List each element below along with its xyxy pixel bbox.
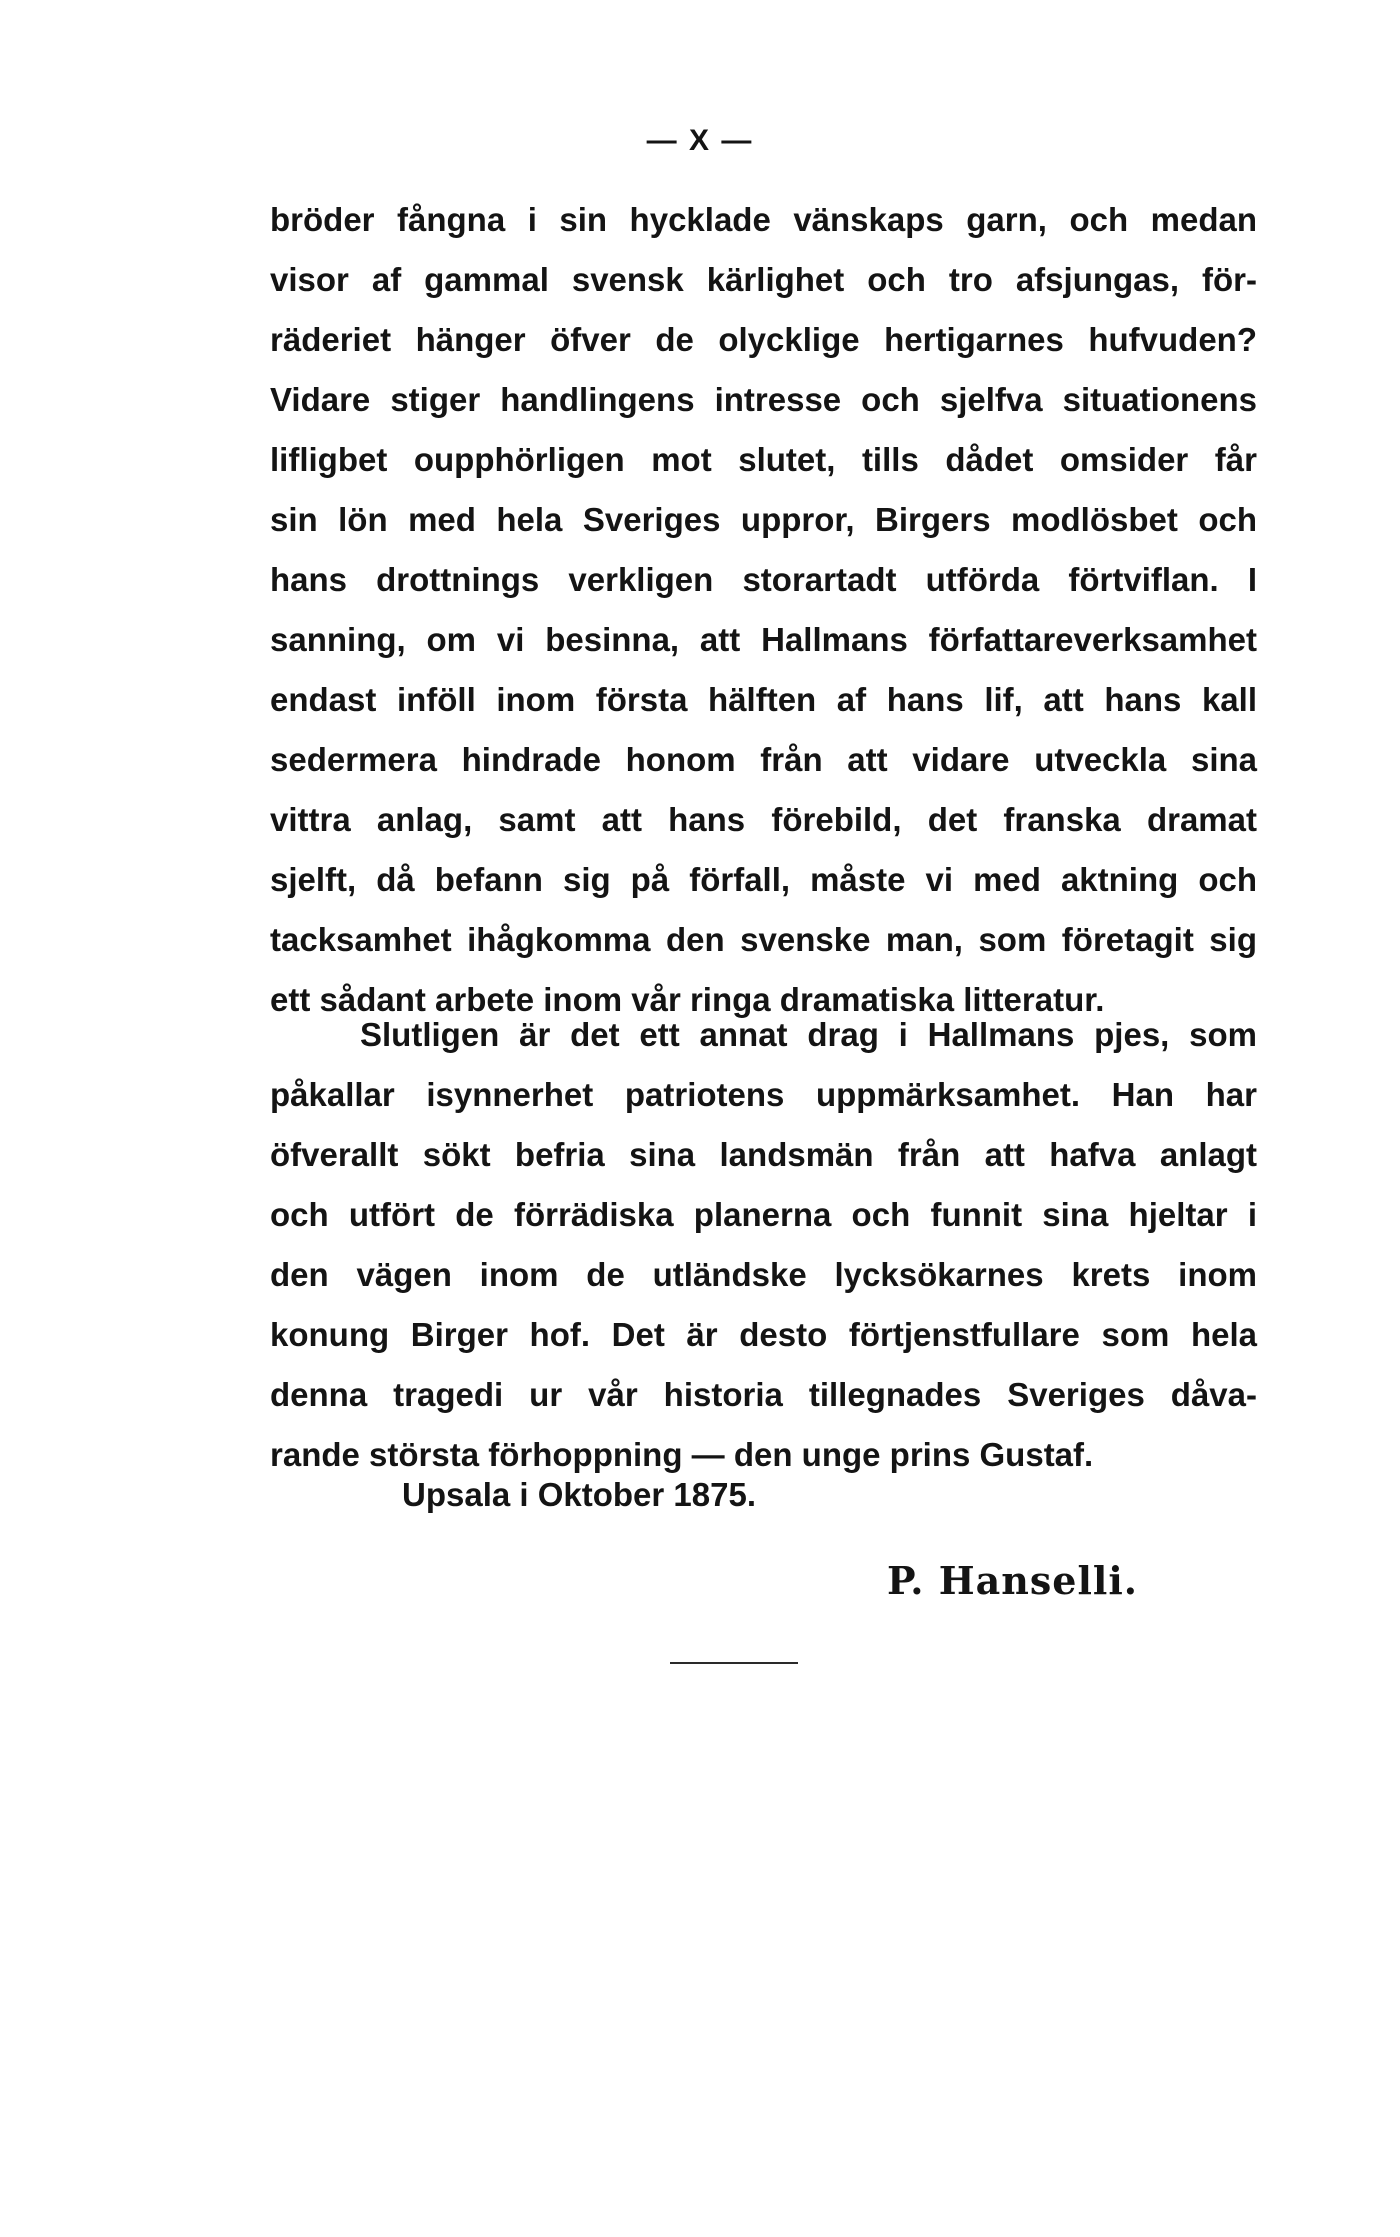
text-line: lifligbet oupphörligen mot slutet, tills dådet omsider får [270, 441, 1257, 478]
text-line: ett sådant arbete inom vår ringa dramatiska litteratur. [270, 981, 1105, 1018]
end-rule-divider [670, 1662, 798, 1664]
text-line: Vidare stiger handlingens intresse och sjelfva situationens [270, 381, 1257, 418]
text-line: öfverallt sökt befria sina landsmän från att hafva anlagt [270, 1136, 1257, 1173]
text-line: endast inföll inom första hälften af hans lif, att hans kall [270, 681, 1257, 718]
text-line: Slutligen är det ett annat drag i Hallmans pjes, som [360, 1016, 1257, 1053]
text-line: räderiet hänger öfver de olycklige hertigarnes hufvuden? [270, 321, 1257, 358]
author-signature: P. Hanselli. [887, 1558, 1139, 1603]
paragraph-1 [270, 190, 1257, 1030]
place-date-line: Upsala i Oktober 1875. [402, 1476, 756, 1513]
paragraph-2 [270, 1005, 1257, 1485]
text-line: denna tragedi ur vår historia tillegnades Sveriges dåva- [270, 1376, 1257, 1413]
text-line: sjelft, då befann sig på förfall, måste vi med aktning och [270, 861, 1257, 898]
text-line: vittra anlag, samt att hans förebild, det franska dramat [270, 801, 1257, 838]
text-line: den vägen inom de utländske lycksökarnes krets inom [270, 1256, 1257, 1293]
text-line: bröder fångna i sin hycklade vänskaps garn, och medan [270, 201, 1257, 238]
text-line: sanning, om vi besinna, att Hallmans författareverksamhet [270, 621, 1257, 658]
text-line: sedermera hindrade honom från att vidare utveckla sina [270, 741, 1257, 778]
text-line: visor af gammal svensk kärlighet och tro afsjungas, för- [270, 261, 1257, 298]
text-line: rande största förhoppning — den unge prins Gustaf. [270, 1436, 1094, 1473]
page-number-header: — X — [646, 124, 754, 157]
text-line: sin lön med hela Sveriges uppror, Birgers modlösbet och [270, 501, 1257, 538]
text-line: tacksamhet ihågkomma den svenske man, som företagit sig [270, 921, 1257, 958]
text-line: hans drottnings verkligen storartadt utförda förtviflan. I [270, 561, 1257, 598]
text-line: och utfört de förrädiska planerna och funnit sina hjeltar i [270, 1196, 1257, 1233]
text-line: påkallar isynnerhet patriotens uppmärksamhet. Han har [270, 1076, 1257, 1113]
text-line: konung Birger hof. Det är desto förtjenstfullare som hela [270, 1316, 1257, 1353]
